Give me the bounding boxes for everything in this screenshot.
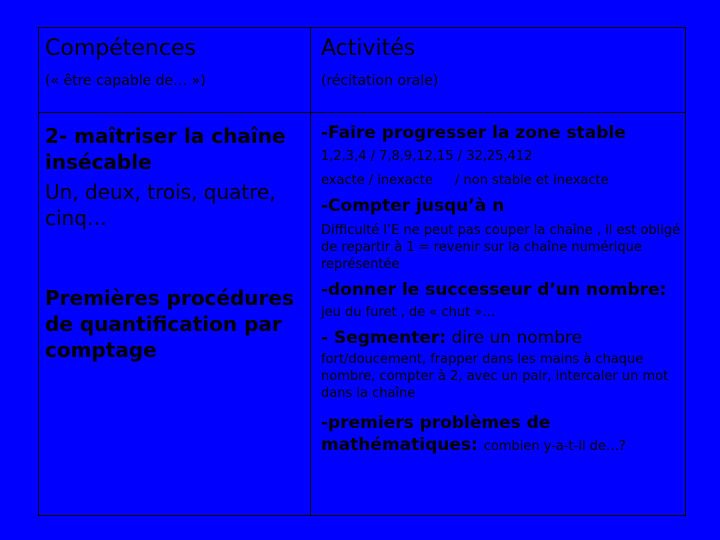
header-row xyxy=(39,28,685,113)
activity-1-status xyxy=(321,172,685,189)
activity-3-heading: -donner le successeur d’un nombre: xyxy=(321,280,667,300)
activity-1-sequence: 1,2,3,4 / 7,8,9,12,15 / 32,25,412 xyxy=(321,149,533,164)
activity-2-text: Difficulté l’E ne peut pas couper la chaîne , il est obligé de repartir à 1 = revenir sur la chaîne numérique représentée xyxy=(321,223,681,272)
competence-1-heading: 2- maîtriser la chaîne insécable xyxy=(45,124,286,174)
competence-2-heading: Premières procédures de quantification par comptage xyxy=(45,286,294,362)
competence-chain xyxy=(45,123,307,231)
activity-4-inline: dire un nombre xyxy=(451,328,583,348)
col1-title: Compétences xyxy=(45,36,196,61)
competence-quantification xyxy=(45,285,307,363)
activity-5-inline: combien y-a-t-il de…? xyxy=(483,439,626,454)
activity-5-heading: -premiers problèmes de mathématiques: xyxy=(321,413,551,455)
col1-subtitle: (« être capable de… ») xyxy=(45,73,206,89)
activity-2-heading: -Compter jusqu’à n xyxy=(321,196,505,216)
activity-1-heading: -Faire progresser la zone stable xyxy=(321,123,626,143)
col2-subtitle: (récitation orale) xyxy=(321,73,439,89)
competences-table xyxy=(38,27,686,516)
activity-3-text: jeu du furet , de « chut »… xyxy=(321,305,496,320)
activity-4-line xyxy=(321,327,685,349)
col2-title: Activités xyxy=(321,36,416,61)
activity-1-status-a: exacte / inexacte xyxy=(321,173,433,188)
activity-5-block xyxy=(321,412,685,456)
header-col1 xyxy=(45,36,307,90)
activity-4-heading: - Segmenter: xyxy=(321,328,447,348)
activity-4-text: fort/doucement, frapper dans les mains à chaque nombre, compter à 2, avec un pair, intercaler un mot dans la chaîne xyxy=(321,352,669,401)
activity-1-status-b: / non stable et inexacte xyxy=(454,173,609,188)
competence-1-text: Un, deux, trois, quatre, cinq… xyxy=(45,180,276,230)
header-col2 xyxy=(321,36,687,90)
content-row xyxy=(39,113,685,517)
activities-list xyxy=(321,122,685,456)
